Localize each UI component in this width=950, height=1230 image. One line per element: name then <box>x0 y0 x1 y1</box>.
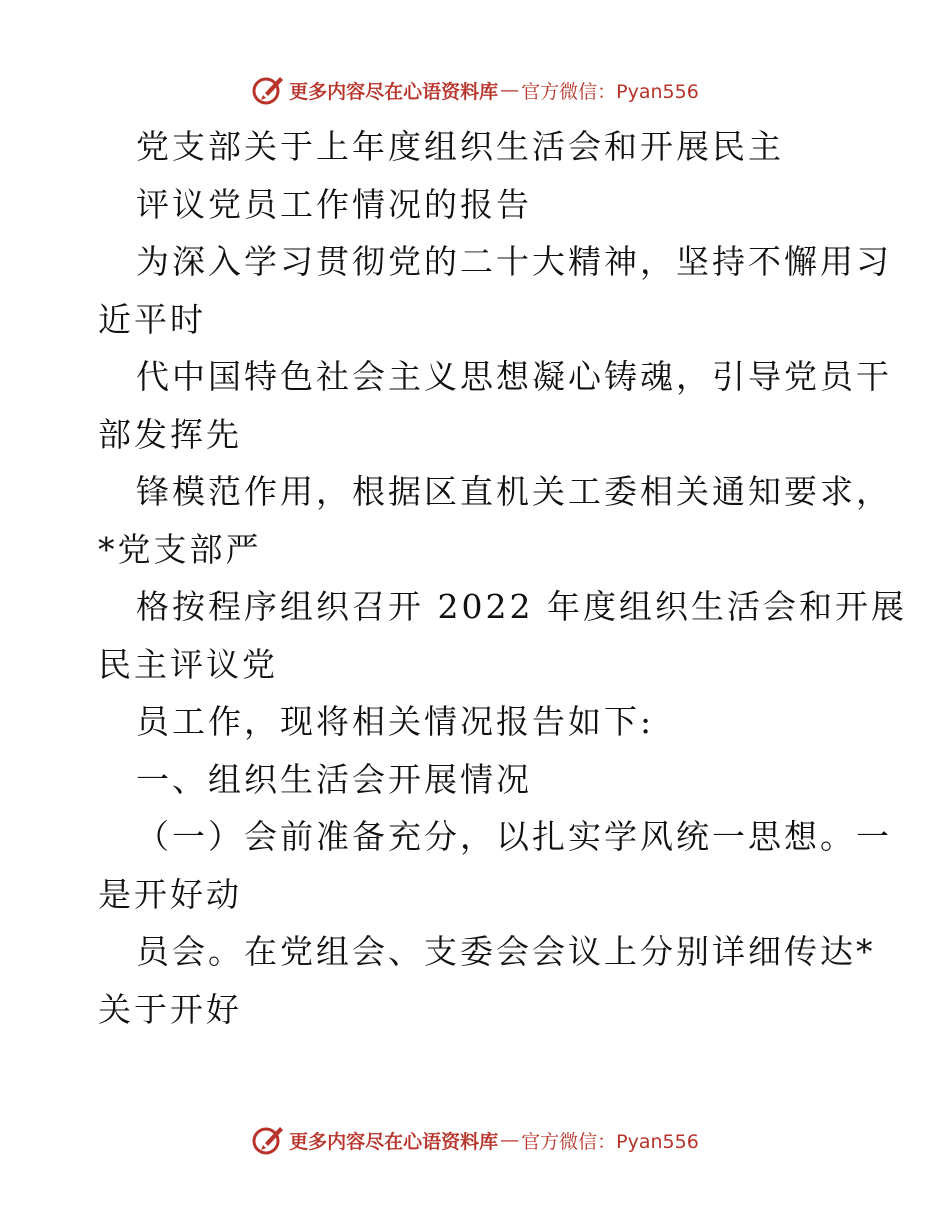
pen-nib-logo-icon <box>251 1123 285 1157</box>
text-line: 员工作，现将相关情况报告如下: <box>136 702 655 741</box>
text-line: （一）会前准备充分，以扎实学风统一思想。一 <box>136 817 892 856</box>
pen-nib-logo-icon <box>251 73 285 107</box>
section-heading: 一、组织生活会开展情况 <box>136 759 532 799</box>
document-body <box>98 118 907 1038</box>
text-line: *党支部严 <box>98 529 262 569</box>
watermark-site-text: 更多内容尽在心语资料库 <box>289 1130 499 1153</box>
watermark-wechat-text: 官方微信：Pyan556 <box>521 1130 699 1153</box>
text-line: 近平时 <box>98 299 206 339</box>
watermark-dash: — <box>500 79 520 101</box>
text-line: 党支部关于上年度组织生活会和开展民主 <box>136 127 784 166</box>
text-line: 关于开好 <box>98 989 242 1029</box>
text-line: 代中国特色社会主义思想凝心铸魂，引导党员干 <box>136 357 892 396</box>
watermark-site-text: 更多内容尽在心语资料库 <box>289 80 499 103</box>
watermark-wechat-text: 官方微信：Pyan556 <box>521 80 699 103</box>
text-line: 部发挥先 <box>98 414 242 454</box>
text-line: 民主评议党 <box>98 644 278 684</box>
text-line: 格按程序组织召开 2022 年度组织生活会和开展 <box>136 587 907 626</box>
text-line: 评议党员工作情况的报告 <box>136 184 532 224</box>
text-line: 锋模范作用，根据区直机关工委相关通知要求， <box>136 472 892 511</box>
text-line: 为深入学习贯彻党的二十大精神，坚持不懈用习 <box>136 242 892 281</box>
footer-watermark-banner <box>0 1120 950 1160</box>
watermark-dash: — <box>500 1129 520 1151</box>
text-line: 员会。在党组会、支委会会议上分别详细传达* <box>136 932 876 971</box>
header-watermark-banner <box>0 70 950 110</box>
text-line: 是开好动 <box>98 874 242 914</box>
